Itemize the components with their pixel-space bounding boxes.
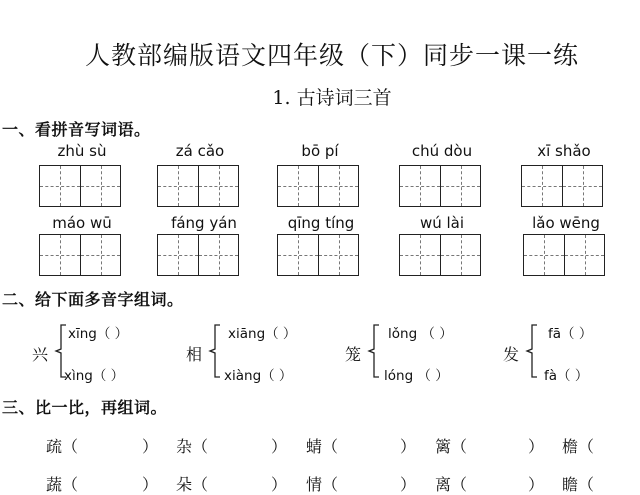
compare-paren: ） [142, 475, 159, 494]
polyphone-blank[interactable]: xiàng（ ） [224, 368, 293, 384]
brace-icon [206, 322, 222, 380]
writing-grid[interactable] [157, 165, 239, 207]
polyphone-char: 相 [186, 345, 203, 364]
writing-grid[interactable] [277, 234, 359, 276]
polyphone-char: 兴 [32, 345, 49, 364]
compare-blank[interactable]: 离（ [435, 475, 468, 494]
pinyin-label: xī shǎo [537, 142, 591, 160]
writing-grid[interactable] [39, 165, 121, 207]
compare-blank[interactable]: 朵（ [176, 475, 209, 494]
section-2-heading: 二、给下面多音字组词。 [2, 290, 184, 309]
polyphone-blank[interactable]: fā（ ） [548, 326, 593, 342]
compare-paren: ） [400, 475, 417, 494]
page-title: 人教部编版语文四年级（下）同步一课一练 [84, 41, 579, 70]
section-3-heading: 三、比一比，再组词。 [2, 398, 168, 417]
compare-blank[interactable]: 杂（ [176, 437, 209, 456]
polyphone-char: 笼 [345, 345, 362, 364]
pinyin-label: chú dòu [411, 142, 473, 160]
compare-blank[interactable]: 瞻（ [562, 475, 595, 494]
compare-blank[interactable]: 篱（ [435, 437, 468, 456]
compare-paren: ） [142, 437, 159, 456]
lesson-title: 1. 古诗词三首 [272, 87, 392, 109]
compare-blank[interactable]: 蔬（ [46, 475, 79, 494]
compare-blank[interactable]: 蜻（ [306, 437, 339, 456]
brace-icon [523, 322, 539, 380]
polyphone-blank[interactable]: xìng（ ） [64, 368, 125, 384]
writing-grid[interactable] [399, 234, 481, 276]
polyphone-blank[interactable]: lóng （ ） [384, 368, 449, 384]
writing-grid[interactable] [399, 165, 481, 207]
polyphone-blank[interactable]: xīng（ ） [68, 326, 129, 342]
writing-grid[interactable] [157, 234, 239, 276]
compare-blank[interactable]: 情（ [306, 475, 339, 494]
pinyin-label: fáng yán [171, 214, 237, 232]
compare-paren: ） [271, 475, 288, 494]
compare-paren: ） [528, 475, 545, 494]
writing-grid[interactable] [277, 165, 359, 207]
pinyin-label: wú lài [419, 214, 465, 232]
compare-paren: ） [271, 437, 288, 456]
pinyin-label: bō pí [301, 142, 339, 160]
writing-grid[interactable] [39, 234, 121, 276]
pinyin-label: qīng tíng [287, 214, 355, 232]
polyphone-blank[interactable]: lǒng （ ） [388, 326, 453, 342]
writing-grid[interactable] [523, 234, 605, 276]
compare-blank[interactable]: 檐（ [562, 437, 595, 456]
polyphone-blank[interactable]: xiāng（ ） [228, 326, 297, 342]
writing-grid[interactable] [521, 165, 603, 207]
polyphone-blank[interactable]: fà（ ） [544, 368, 589, 384]
polyphone-char: 发 [503, 345, 520, 364]
compare-paren: ） [528, 437, 545, 456]
pinyin-label: máo wū [52, 214, 112, 232]
pinyin-label: zá cǎo [175, 142, 225, 160]
pinyin-label: lǎo wēng [532, 214, 600, 232]
compare-paren: ） [400, 437, 417, 456]
section-1-heading: 一、看拼音写词语。 [2, 120, 151, 139]
compare-blank[interactable]: 疏（ [46, 437, 79, 456]
brace-icon [365, 322, 381, 380]
pinyin-label: zhù sù [57, 142, 107, 160]
